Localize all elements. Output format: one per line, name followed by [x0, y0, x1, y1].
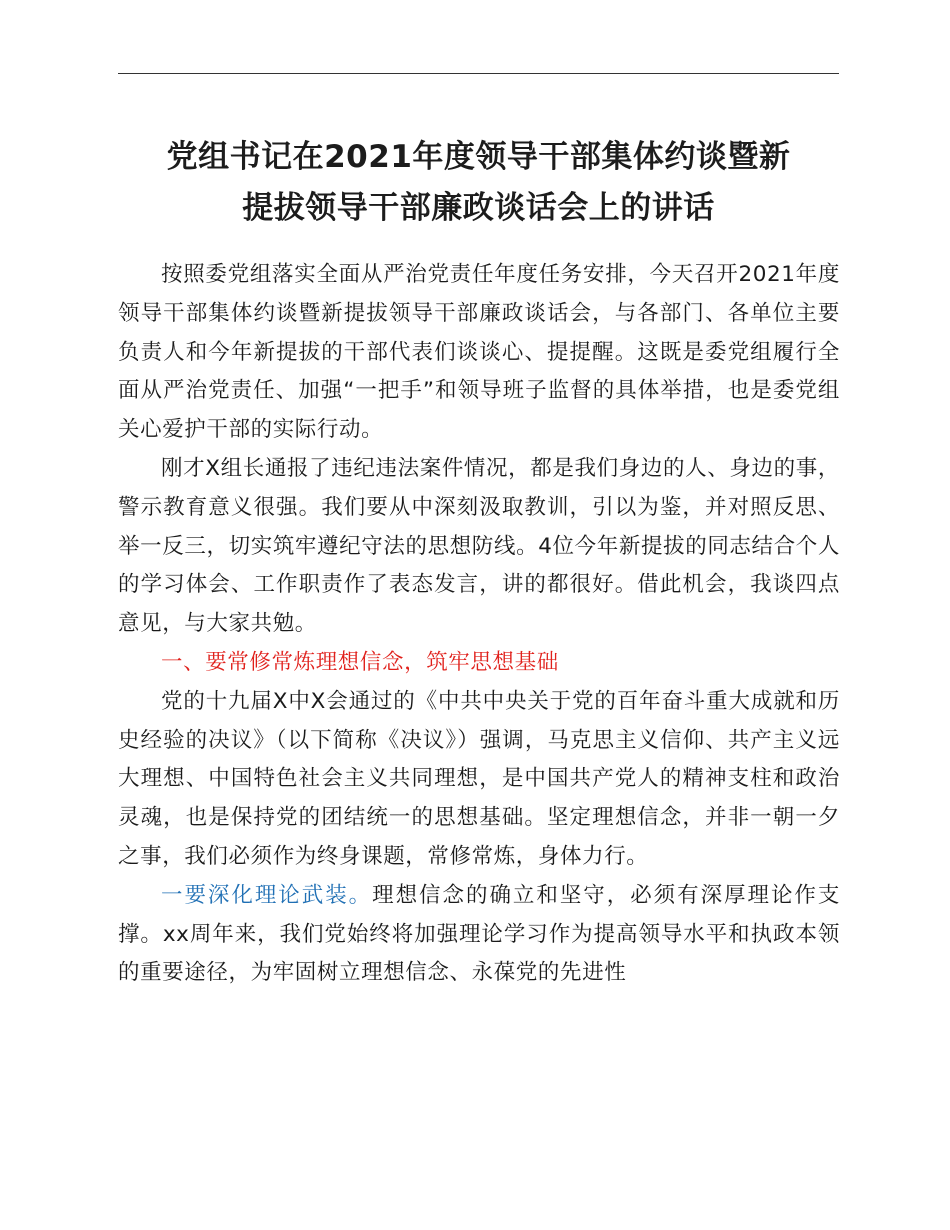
paragraph-theory-text: 理想信念的确立和坚守，必须有深厚理论作支撑。xx周年来，我们党始终将加强理论学习作为提高领导水平和执政本领的重要途径，为牢固树立理想信念、永葆党的先进性	[118, 882, 840, 986]
title-line-1: 党组书记在2021年度领导干部集体约谈暨新	[166, 139, 791, 175]
section-heading-1: 一、要常修常炼理想信念，筑牢思想基础	[161, 649, 559, 675]
paragraph-intro: 按照委党组落实全面从严治党责任年度任务安排，今天召开2021年度领导干部集体约谈暨新提拔领导干部廉政谈话会，与各部门、各单位主要负责人和今年新提拔的干部代表们谈谈心、提提醒。这既是委党组履行全面从严治党责任、加强“一把手”和领导班子监督的具体举措，也是委党组关心爱护干部的实际行动。	[118, 262, 840, 443]
page-title	[118, 132, 839, 234]
header-rule	[118, 73, 839, 74]
paragraph-case-briefing: 刚才X组长通报了违纪违法案件情况，都是我们身边的人、身边的事，警示教育意义很强。我们要从中深刻汲取教训，引以为鉴，并对照反思、举一反三，切实筑牢遵纪守法的思想防线。4位今年新提拔的同志结合个人的学习体会、工作职责作了表态发言，讲的都很好。借此机会，我谈四点意见，与大家共勉。	[118, 455, 840, 637]
document-body	[118, 256, 840, 993]
paragraph-lead-phrase: 一要深化理论武装。	[161, 882, 373, 908]
title-line-2: 提拔领导干部廉政谈话会上的讲话	[242, 190, 715, 226]
paragraph-theory	[118, 877, 840, 993]
paragraph-ideals: 党的十九届X中X会通过的《中共中央关于党的百年奋斗重大成就和历史经验的决议》（以下简称《决议》）强调，马克思主义信仰、共产主义远大理想、中国特色社会主义共同理想，是中国共产党人的精神支柱和政治灵魂，也是保持党的团结统一的思想基础。坚定理想信念，并非一朝一夕之事，我们必须作为终身课题，常修常炼，身体力行。	[118, 688, 840, 869]
